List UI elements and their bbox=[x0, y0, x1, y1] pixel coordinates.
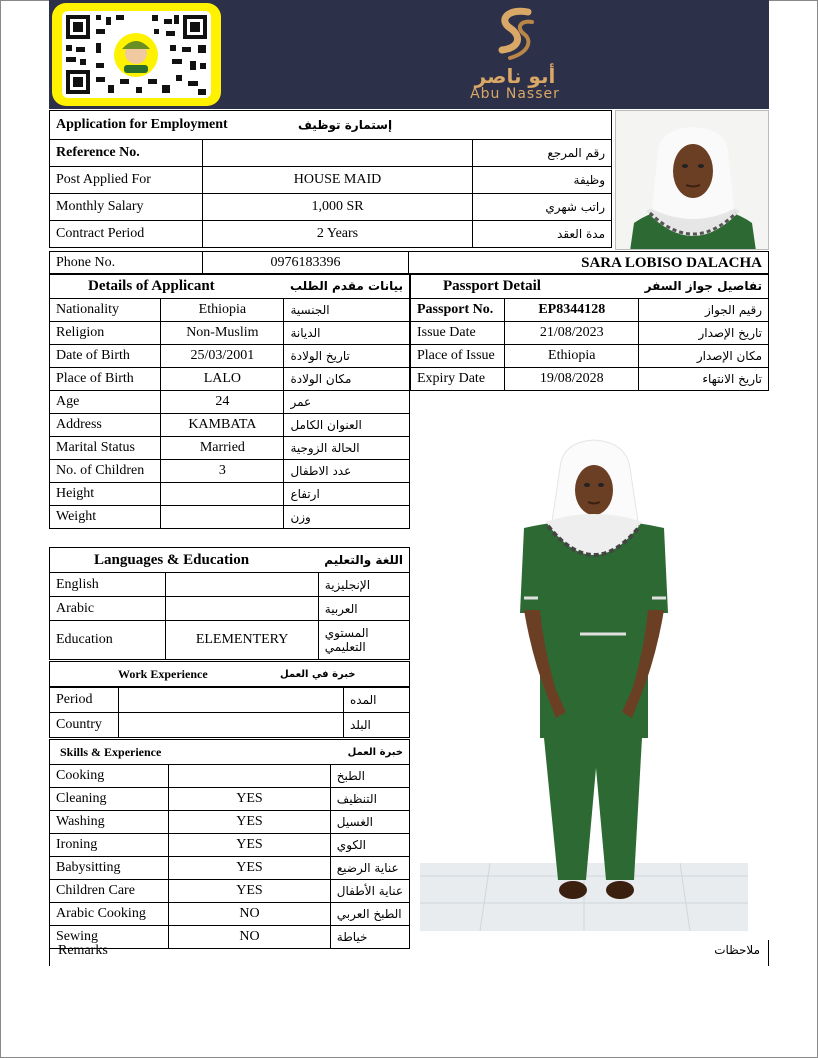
work-country-label-ar: البلد bbox=[344, 713, 410, 738]
applicant-row-value bbox=[161, 483, 284, 506]
applicant-row bbox=[50, 345, 410, 368]
post-table bbox=[49, 139, 612, 248]
education-label-ar: المستوي التعليمي bbox=[318, 621, 409, 660]
applicant-row-label: Height bbox=[50, 483, 161, 506]
education-label: Education bbox=[50, 621, 166, 660]
lang-arabic-label-ar: العربية bbox=[318, 597, 409, 621]
skills-title-ar: خبرة العمل bbox=[330, 740, 409, 765]
passport-row-value: 19/08/2028 bbox=[505, 368, 639, 391]
work-table bbox=[49, 661, 410, 687]
lang-english-value bbox=[166, 573, 318, 597]
applicant-row-label: Religion bbox=[50, 322, 161, 345]
applicant-row-value: 3 bbox=[161, 460, 284, 483]
applicant-row bbox=[50, 506, 410, 529]
applicant-row-value: Ethiopia bbox=[161, 299, 284, 322]
applicant-row-value: KAMBATA bbox=[161, 414, 284, 437]
applicant-row-label-ar: مكان الولادة bbox=[284, 368, 410, 391]
brand-name-en: Abu Nasser bbox=[470, 86, 560, 102]
skill-row-label-ar: عناية الرضيع bbox=[330, 857, 409, 880]
skill-row bbox=[50, 857, 410, 880]
skill-row-value: YES bbox=[169, 880, 331, 903]
salary-value: 1,000 SR bbox=[203, 194, 473, 221]
applicant-table bbox=[49, 273, 410, 529]
full-body-photo bbox=[420, 398, 748, 931]
skill-row bbox=[50, 880, 410, 903]
education-value: ELEMENTERY bbox=[166, 621, 318, 660]
skill-row-label-ar: عناية الأطفال bbox=[330, 880, 409, 903]
skill-row bbox=[50, 903, 410, 926]
applicant-row-label: Age bbox=[50, 391, 161, 414]
skill-row-label-ar: الغسيل bbox=[330, 811, 409, 834]
applicant-row-label-ar: الديانة bbox=[284, 322, 410, 345]
remarks-label-ar: ملاحظات bbox=[714, 943, 760, 957]
remarks-label: Remarks bbox=[58, 943, 108, 958]
passport-row-label-ar: تاريخ الإصدار bbox=[639, 322, 769, 345]
phone-label: Phone No. bbox=[50, 252, 203, 275]
applicant-row-label-ar: عدد الاطفال bbox=[284, 460, 410, 483]
applicant-row-label: No. of Children bbox=[50, 460, 161, 483]
applicant-row-value: Married bbox=[161, 437, 284, 460]
applicant-row-label: Weight bbox=[50, 506, 161, 529]
work-period-label-ar: المده bbox=[344, 688, 410, 713]
applicant-row-value: Non-Muslim bbox=[161, 322, 284, 345]
applicant-row bbox=[50, 483, 410, 506]
applicant-row-value: 25/03/2001 bbox=[161, 345, 284, 368]
skill-row bbox=[50, 834, 410, 857]
lang-arabic-value bbox=[166, 597, 318, 621]
skill-row bbox=[50, 765, 410, 788]
applicant-row bbox=[50, 460, 410, 483]
skill-row-label: Cooking bbox=[50, 765, 169, 788]
skill-row-value: YES bbox=[169, 834, 331, 857]
contract-value: 2 Years bbox=[203, 221, 473, 248]
skill-row-label-ar: خياطة bbox=[330, 926, 409, 949]
post-value: HOUSE MAID bbox=[203, 167, 473, 194]
passport-row-label: Issue Date bbox=[411, 322, 505, 345]
applicant-row bbox=[50, 391, 410, 414]
applicant-row bbox=[50, 368, 410, 391]
phone-value: 0976183396 bbox=[203, 252, 409, 275]
applicant-row-label: Place of Birth bbox=[50, 368, 161, 391]
passport-row-value: EP8344128 bbox=[505, 299, 639, 322]
reference-label-ar: رقم المرجع bbox=[473, 140, 612, 167]
applicant-title-ar: بيانات مقدم الطلب bbox=[284, 274, 410, 299]
work-country-value bbox=[119, 713, 344, 738]
skill-row-label: Ironing bbox=[50, 834, 169, 857]
passport-row-label-ar: تاريخ الانتهاء bbox=[639, 368, 769, 391]
skill-row-label: Cleaning bbox=[50, 788, 169, 811]
work-period-label: Period bbox=[50, 688, 119, 713]
applicant-row bbox=[50, 299, 410, 322]
applicant-row-label-ar: تاريخ الولادة bbox=[284, 345, 410, 368]
lang-english-label: English bbox=[50, 573, 166, 597]
salary-label: Monthly Salary bbox=[50, 194, 203, 221]
applicant-row-value: 24 bbox=[161, 391, 284, 414]
skill-row-value: YES bbox=[169, 811, 331, 834]
skill-row-label: Sewing bbox=[50, 926, 169, 949]
applicant-row-label: Date of Birth bbox=[50, 345, 161, 368]
skill-row-value bbox=[169, 765, 331, 788]
remarks-row bbox=[49, 940, 769, 966]
passport-row-label: Expiry Date bbox=[411, 368, 505, 391]
applicant-row-label-ar: الحالة الزوجية bbox=[284, 437, 410, 460]
passport-row-label: Place of Issue bbox=[411, 345, 505, 368]
applicant-row-label: Address bbox=[50, 414, 161, 437]
applicant-row bbox=[50, 437, 410, 460]
work-title-en: Work Experience bbox=[50, 662, 275, 687]
languages-title-ar: اللغة والتعليم bbox=[318, 548, 409, 573]
applicant-row-value bbox=[161, 506, 284, 529]
skill-row-value: NO bbox=[169, 903, 331, 926]
applicant-row-label-ar: ارتفاع bbox=[284, 483, 410, 506]
applicant-row-label: Marital Status bbox=[50, 437, 161, 460]
skill-row bbox=[50, 788, 410, 811]
reference-value bbox=[203, 140, 473, 167]
applicant-row bbox=[50, 322, 410, 345]
skill-row bbox=[50, 811, 410, 834]
title-table bbox=[49, 110, 612, 140]
passport-row bbox=[411, 299, 769, 322]
applicant-name: SARA LOBISO DALACHA bbox=[409, 252, 769, 275]
skill-row-value: NO bbox=[169, 926, 331, 949]
skill-row-value: YES bbox=[169, 857, 331, 880]
applicant-title-en: Details of Applicant bbox=[50, 274, 284, 299]
reference-label: Reference No. bbox=[50, 140, 203, 167]
skill-row-label: Washing bbox=[50, 811, 169, 834]
skill-row-label: Children Care bbox=[50, 880, 169, 903]
skill-row-label-ar: الطبخ bbox=[330, 765, 409, 788]
applicant-row-value: LALO bbox=[161, 368, 284, 391]
passport-row-value: 21/08/2023 bbox=[505, 322, 639, 345]
applicant-row-label: Nationality bbox=[50, 299, 161, 322]
post-label: Post Applied For bbox=[50, 167, 203, 194]
phone-table bbox=[49, 251, 769, 275]
passport-row bbox=[411, 345, 769, 368]
passport-row-value: Ethiopia bbox=[505, 345, 639, 368]
brand-name-ar: أبو ناصر bbox=[474, 64, 556, 88]
passport-row bbox=[411, 368, 769, 391]
work-period-value bbox=[119, 688, 344, 713]
lang-arabic-label: Arabic bbox=[50, 597, 166, 621]
lang-english-label-ar: الإنجليزية bbox=[318, 573, 409, 597]
skills-table bbox=[49, 739, 410, 949]
contract-label-ar: مدة العقد bbox=[473, 221, 612, 248]
skill-row-label: Babysitting bbox=[50, 857, 169, 880]
passport-row bbox=[411, 322, 769, 345]
brand-logo-icon bbox=[480, 6, 550, 64]
passport-table bbox=[410, 273, 769, 391]
skill-row-label-ar: التنظيف bbox=[330, 788, 409, 811]
passport-row-label-ar: مكان الإصدار bbox=[639, 345, 769, 368]
form-title-en: Application for Employment bbox=[50, 111, 293, 140]
post-label-ar: وظيفة bbox=[473, 167, 612, 194]
applicant-row-label-ar: العنوان الكامل bbox=[284, 414, 410, 437]
work-country-label: Country bbox=[50, 713, 119, 738]
salary-label-ar: راتب شهري bbox=[473, 194, 612, 221]
portrait-photo bbox=[615, 110, 769, 250]
work-title-ar: خبرة في العمل bbox=[274, 662, 410, 687]
applicant-row-label-ar: عمر bbox=[284, 391, 410, 414]
passport-title-en: Passport Detail bbox=[411, 274, 639, 299]
passport-row-label-ar: رقيم الجواز bbox=[639, 299, 769, 322]
contract-label: Contract Period bbox=[50, 221, 203, 248]
applicant-row bbox=[50, 414, 410, 437]
work-rows-table bbox=[49, 687, 410, 738]
skill-row-label-ar: الطبخ العربي bbox=[330, 903, 409, 926]
skill-row-label: Arabic Cooking bbox=[50, 903, 169, 926]
applicant-row-label-ar: الجنسية bbox=[284, 299, 410, 322]
skills-title-en: Skills & Experience bbox=[50, 740, 331, 765]
form-title-ar: إستمارة توظيف bbox=[292, 111, 612, 140]
languages-table bbox=[49, 547, 410, 660]
languages-title-en: Languages & Education bbox=[50, 548, 319, 573]
applicant-row-label-ar: وزن bbox=[284, 506, 410, 529]
skill-row-value: YES bbox=[169, 788, 331, 811]
qr-code bbox=[52, 3, 221, 106]
passport-title-ar: تفاصيل جواز السفر bbox=[639, 274, 769, 299]
skill-row-label-ar: الكوي bbox=[330, 834, 409, 857]
passport-row-label: Passport No. bbox=[411, 299, 505, 322]
